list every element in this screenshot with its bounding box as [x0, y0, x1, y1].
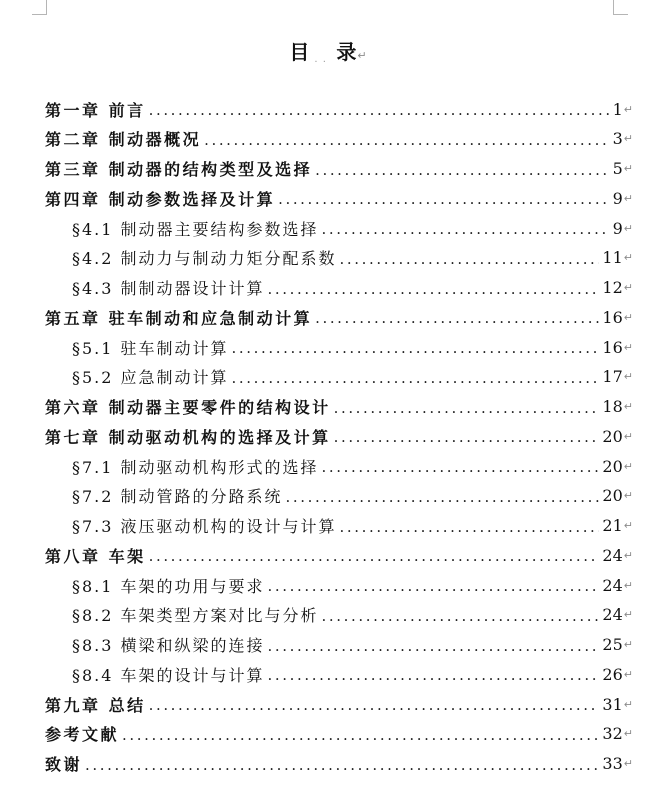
toc-page-number: 16 [602, 337, 623, 357]
toc-dot-leader [149, 547, 600, 565]
toc-dot-leader [286, 488, 600, 506]
paragraph-mark-icon: ↵ [623, 459, 633, 473]
toc-page-number: 24 [602, 575, 623, 595]
paragraph-mark-icon: ↵ [623, 638, 633, 651]
toc-page-number: 31 [602, 694, 623, 714]
toc-dot-leader [322, 458, 600, 476]
toc-dot-leader [122, 726, 599, 744]
paragraph-mark-icon: ↵ [623, 221, 633, 235]
toc-chapter-entry[interactable] [0, 392, 657, 422]
toc-chapter-entry[interactable] [0, 719, 657, 749]
paragraph-mark-icon: ↵ [623, 757, 633, 770]
paragraph-mark-icon: ↵ [623, 132, 633, 146]
toc-chapter-entry[interactable] [0, 124, 657, 154]
paragraph-mark-icon: ↵ [623, 697, 633, 711]
paragraph-mark-icon: ↵ [623, 519, 633, 532]
toc-entry-title: §7.1 制动驱动机构形式的选择 [72, 457, 319, 477]
toc-chapter-entry[interactable] [0, 154, 657, 184]
toc-page-number: 24 [602, 605, 623, 625]
toc-title-char-1: 目 [289, 40, 311, 64]
toc-dot-leader [268, 577, 600, 595]
toc-dot-leader [334, 428, 600, 446]
toc-chapter-entry[interactable] [0, 540, 657, 570]
toc-page-number: 9 [612, 218, 623, 238]
paragraph-mark-icon: ↵ [623, 727, 633, 741]
page-corner-mark-left [32, 0, 47, 15]
toc-section-entry[interactable] [0, 273, 657, 303]
toc-chapter-entry[interactable] [0, 183, 657, 213]
toc-entry-title: 第二章 制动器概况 [45, 130, 202, 150]
toc-entry-title: §4.3 制制动器设计计算 [72, 279, 265, 298]
toc-dot-leader [204, 131, 610, 149]
page-corner-mark-right [613, 0, 628, 15]
toc-dot-leader [322, 607, 600, 625]
toc-dot-leader [334, 399, 600, 417]
toc-dot-leader [85, 756, 599, 774]
paragraph-mark-icon: ↵ [623, 251, 633, 265]
paragraph-mark-icon: ↵ [623, 191, 633, 205]
toc-entry-title: 第六章 制动器主要零件的结构设计 [45, 398, 331, 417]
toc-dot-leader [268, 280, 600, 298]
toc-section-entry[interactable] [0, 600, 657, 630]
toc-page-number: 5 [612, 159, 623, 178]
toc-page-number: 20 [602, 456, 623, 476]
toc-entry-title: 第八章 车架 [45, 546, 146, 566]
toc-page-number: 12 [602, 278, 623, 297]
paragraph-mark-icon: ↵ [623, 429, 633, 443]
toc-section-entry[interactable] [0, 511, 657, 541]
toc-chapter-entry[interactable] [0, 302, 657, 332]
toc-entry-title: 第七章 制动驱动机构的选择及计算 [45, 427, 331, 447]
toc-section-entry[interactable] [0, 481, 657, 511]
toc-page-number: 25 [602, 635, 623, 654]
toc-dot-leader [149, 101, 610, 119]
toc-entry-title: 致谢 [45, 755, 83, 774]
paragraph-mark-icon: ↵ [623, 400, 633, 413]
toc-section-entry[interactable] [0, 451, 657, 481]
toc-dot-leader [315, 161, 610, 179]
toc-entry-title: §7.3 液压驱动机构的设计与计算 [72, 517, 337, 536]
toc-dot-leader [278, 190, 610, 208]
toc-dot-leader [340, 250, 600, 268]
toc-entry-title: §8.1 车架的功用与要求 [72, 576, 265, 596]
toc-chapter-entry[interactable] [0, 749, 657, 779]
toc-entry-title: 第一章 前言 [45, 100, 146, 120]
toc-page-number: 20 [602, 426, 623, 446]
toc-dot-leader [340, 518, 600, 536]
toc-dot-leader [315, 309, 599, 327]
toc-chapter-entry[interactable] [0, 689, 657, 719]
toc-dot-leader [268, 666, 600, 684]
toc-page-number: 9 [612, 188, 623, 208]
toc-section-entry[interactable] [0, 659, 657, 689]
toc-entry-title: 第三章 制动器的结构类型及选择 [45, 160, 313, 179]
paragraph-mark-icon: ↵ [623, 370, 633, 384]
paragraph-mark-icon: ↵ [623, 608, 633, 622]
toc-entry-title: §7.2 制动管路的分路系统 [72, 487, 283, 507]
toc-entry-title: 第四章 制动参数选择及计算 [45, 189, 276, 209]
toc-page-number: 21 [602, 516, 623, 535]
toc-entry-title: §5.2 应急制动计算 [72, 368, 229, 388]
paragraph-mark-icon: ↵ [623, 548, 633, 562]
toc-section-entry[interactable] [0, 213, 657, 243]
paragraph-mark-icon: ↵ [623, 310, 633, 324]
toc-entry-title: §8.3 横梁和纵梁的连接 [72, 636, 265, 655]
toc-page-number: 26 [602, 664, 623, 684]
paragraph-mark-icon: ↵ [623, 281, 633, 294]
toc-chapter-entry[interactable] [0, 421, 657, 451]
toc-entry-title: 第九章 总结 [45, 695, 146, 715]
toc-section-entry[interactable] [0, 362, 657, 392]
toc-entry-title: §8.2 车架类型方案对比与分析 [72, 606, 319, 626]
paragraph-mark-icon: ↵ [623, 340, 633, 354]
toc-dot-leader [232, 339, 600, 357]
paragraph-mark-icon: ↵ [623, 489, 633, 503]
toc-entry-title: §8.4 车架的设计与计算 [72, 665, 265, 685]
toc-entry-title: 第五章 驻车制动和应急制动计算 [45, 308, 313, 328]
toc-dot-leader [322, 220, 610, 238]
toc-page-number: 33 [602, 754, 623, 773]
toc-page-number: 16 [602, 307, 623, 327]
toc-page-number: 32 [602, 724, 623, 744]
toc-chapter-entry[interactable] [0, 94, 657, 124]
toc-page-number: 11 [602, 248, 623, 268]
toc-page-number: 18 [602, 397, 623, 416]
toc-dot-leader [149, 696, 600, 714]
toc-page-number: 20 [602, 486, 623, 506]
toc-section-entry[interactable] [0, 630, 657, 660]
toc-dot-leader [268, 637, 600, 655]
toc-entry-title: 参考文献 [45, 725, 120, 745]
toc-dot-leader [232, 369, 600, 387]
paragraph-mark-icon: ↵ [623, 162, 633, 175]
toc-section-entry[interactable] [0, 243, 657, 273]
paragraph-mark-icon: ↵ [623, 102, 633, 116]
paragraph-mark-icon: ↵ [357, 49, 368, 62]
toc-section-entry[interactable] [0, 332, 657, 362]
paragraph-mark-icon: ↵ [623, 578, 633, 592]
toc-entry-title: §4.2 制动力与制动力矩分配系数 [72, 249, 337, 269]
toc-entry-title: §4.1 制动器主要结构参数选择 [72, 219, 319, 239]
toc-page-number: 17 [602, 367, 623, 387]
toc-section-entry[interactable] [0, 570, 657, 600]
toc-title [0, 36, 657, 65]
toc-entry-title: §5.1 驻车制动计算 [72, 338, 229, 358]
paragraph-mark-icon: ↵ [623, 667, 633, 681]
toc-page-number: 24 [602, 545, 623, 565]
toc-page-number: 1 [612, 99, 623, 119]
toc-page-number: 3 [612, 129, 623, 149]
toc-title-char-2: 录 [336, 40, 358, 64]
